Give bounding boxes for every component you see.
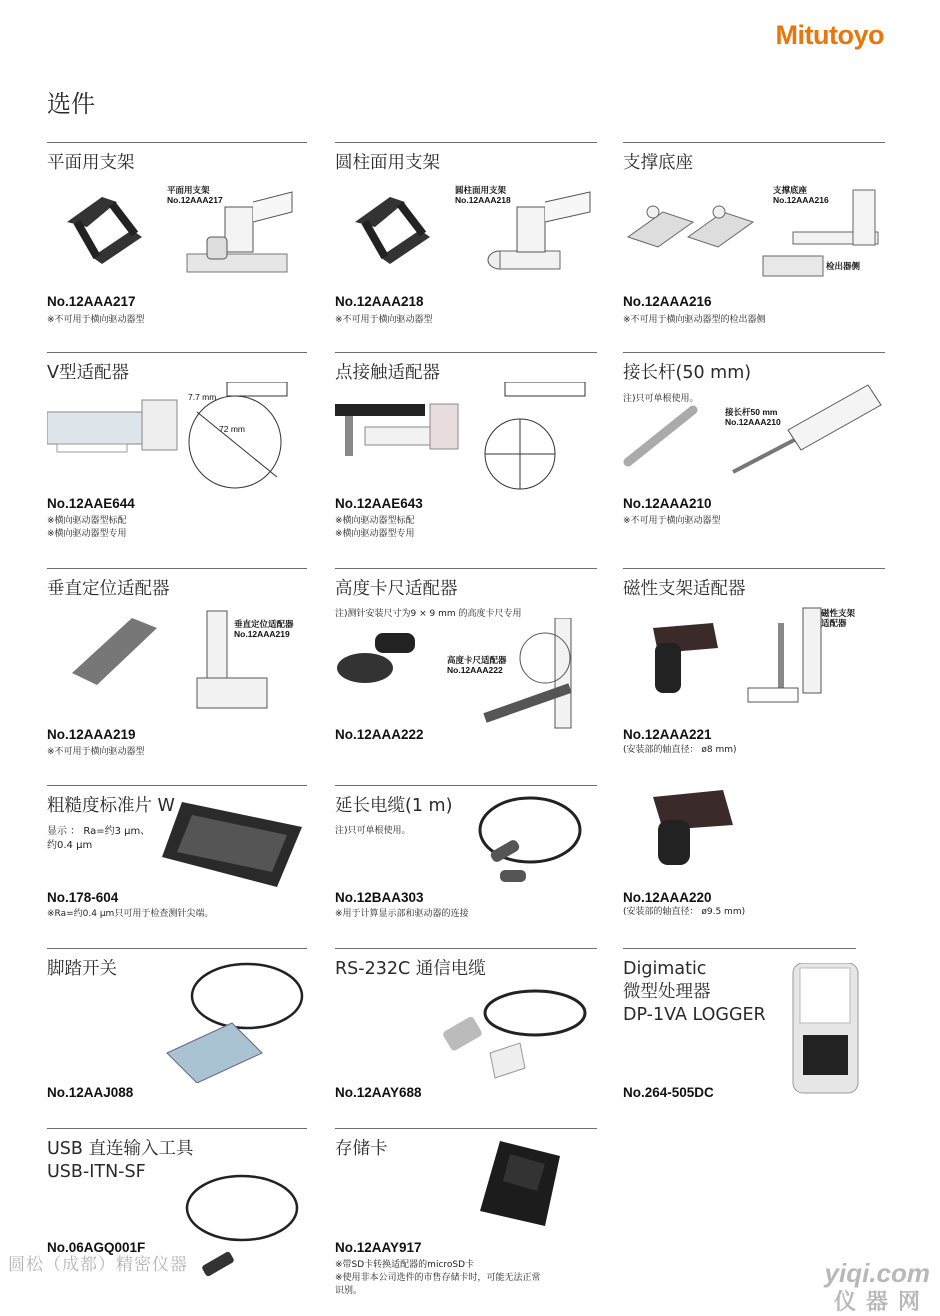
item-description: ※Ra=约0.4 μm只可用于检查测针尖端。 [47,909,214,919]
part-number: No.12AAA210 [623,496,712,511]
part-number: No.06AGQ001F [47,1240,146,1255]
item-title: 存储卡 [335,1139,388,1159]
callout-label: 接长杆50 mm No.12AAA210 [725,407,781,427]
item-note: 注)只可单根使用。 [335,826,411,836]
part-number: No.12AAA217 [47,294,136,309]
item-note: 注)测针安装尺寸为9 × 9 mm 的高度卡尺专用 [335,609,522,619]
part-number: No.12AAA220 [623,890,712,905]
section-divider [335,352,597,353]
callout-label: 高度卡尺适配器 No.12AAA222 [447,655,507,675]
option-item-support-base [623,142,885,342]
section-divider [335,785,597,786]
section-divider [623,352,885,353]
option-item-usb-input-tool [47,1128,307,1268]
callout-label: 磁性支架 适配器 [821,608,856,628]
item-description: ※用于计算显示部和驱动器的连接 [335,909,469,919]
section-divider [335,568,597,569]
digimatic-printer-illustration [788,963,863,1098]
part-number: No.12AAE643 [335,496,423,511]
brand-logo: Mitutoyo [775,20,884,50]
page-title: 选件 [47,90,95,118]
item-title: 平面用支架 [47,153,135,173]
item-title: V型适配器 [47,363,129,383]
section-divider [623,948,856,949]
option-item-height-gauge-adapter [335,568,597,768]
section-divider [623,142,885,143]
part-number: No.12AAY688 [335,1085,422,1100]
item-title: 脚踏开关 [47,959,117,979]
dimension-label: 7.7 mm [188,392,217,402]
item-description: ※不可用于横向驱动器型 [335,315,433,325]
watermark-site [825,1258,930,1316]
option-item-v-adapter [47,352,307,557]
item-description: ※不可用于横向驱动器型的检出器侧 [623,315,766,325]
item-title: USB 直连输入工具 USB-ITN-SF [47,1139,194,1182]
section-divider [47,142,307,143]
item-title: 高度卡尺适配器 [335,579,458,599]
part-number: No.264-505DC [623,1085,714,1100]
callout-label: 圆柱面用支架 No.12AAA218 [455,185,511,205]
part-number: No.178-604 [47,890,119,905]
point-contact-illustration [335,382,597,497]
option-item-point-contact-adapter [335,352,597,557]
item-description: ※不可用于横向驱动器型 [623,516,721,526]
item-title: 圆柱面用支架 [335,153,440,173]
option-item-flat-stand [47,142,307,342]
item-description: ※不可用于横向驱动器型 [47,315,145,325]
section-divider [47,568,307,569]
item-description: ※不可用于横向驱动器型 [47,747,145,757]
section-divider [335,948,597,949]
item-title: 延长电缆(1 m) [335,796,453,816]
section-divider [47,785,307,786]
microsd-card-illustration [475,1136,565,1231]
option-item-rs232c-cable [335,948,597,1108]
option-item-digimatic-printer [623,948,885,1108]
callout-label: 平面用支架 No.12AAA217 [167,185,223,205]
section-divider [335,142,597,143]
watermark-domain: yiqi.com [824,1258,930,1288]
item-title: 粗糙度标准片 W [47,796,175,816]
part-number: No.12AAA218 [335,294,424,309]
part-number: No.12AAA216 [623,294,712,309]
section-divider [47,1128,307,1129]
item-title: 垂直定位适配器 [47,579,170,599]
callout-label-detector-side: 检出器侧 [826,261,861,271]
callout-label: 支撑底座 No.12AAA216 [773,185,829,205]
part-number: No.12BAA303 [335,890,424,905]
foot-switch-illustration [152,958,307,1083]
section-divider [47,948,307,949]
extension-cable-illustration [475,790,585,890]
callout-label: 垂直定位适配器 No.12AAA219 [234,619,294,639]
option-item-memory-card [335,1128,597,1308]
item-description: ※带SD卡转换适配器的microSD卡 ※使用非本公司选件的市售存储卡时，可能无法正常 识别。 [335,1260,541,1296]
item-title: RS-232C 通信电缆 [335,959,486,979]
magnetic-adapter-9-5-illustration [643,785,753,870]
section-divider [47,352,307,353]
section-divider [335,1128,597,1129]
item-description: (安装部的轴直径： ø9.5 mm) [623,907,746,917]
dimension-label-diameter: 72 mm [219,424,245,434]
item-note: 显示 ： Ra=约3 μm、 约0.4 μm [47,826,151,851]
item-description: (安装部的轴直径： ø8 mm) [623,745,737,755]
item-title: 磁性支架适配器 [623,579,746,599]
item-title: 接长杆(50 mm) [623,363,752,383]
option-item-magnetic-adapter-9-5 [623,785,885,930]
item-title: 点接触适配器 [335,363,440,383]
item-description: ※横向驱动器型标配 ※横向驱动器型专用 [335,516,415,539]
option-item-roughness-specimen [47,785,307,930]
option-item-vertical-positioning-adapter [47,568,307,768]
option-item-extension-cable [335,785,597,930]
watermark-dealer: 圆松（成都）精密仪器 [8,1255,188,1275]
option-item-extension-rod [623,352,885,557]
option-item-magnetic-stand-adapter [623,568,885,768]
v-adapter-illustration [47,382,307,497]
roughness-specimen-illustration [162,797,307,887]
part-number: No.12AAA221 [623,727,712,742]
section-divider [623,568,885,569]
option-item-cylinder-stand [335,142,597,342]
part-number: No.12AAJ088 [47,1085,134,1100]
item-title: Digimatic 微型处理器 DP-1VA LOGGER [623,959,766,1025]
option-item-foot-switch [47,948,307,1108]
item-note: 注)只可单根使用。 [623,394,699,404]
item-description: ※横向驱动器型标配 ※横向驱动器型专用 [47,516,127,539]
rs232c-cable-illustration [440,983,590,1083]
part-number: No.12AAA222 [335,727,424,742]
height-gauge-adapter-illustration [335,618,597,733]
extension-rod-illustration [623,380,885,490]
item-title: 支撑底座 [623,153,693,173]
watermark-site-name: 仪器网 [833,1289,930,1314]
part-number: No.12AAE644 [47,496,135,511]
part-number: No.12AAA219 [47,727,136,742]
part-number: No.12AAY917 [335,1240,422,1255]
